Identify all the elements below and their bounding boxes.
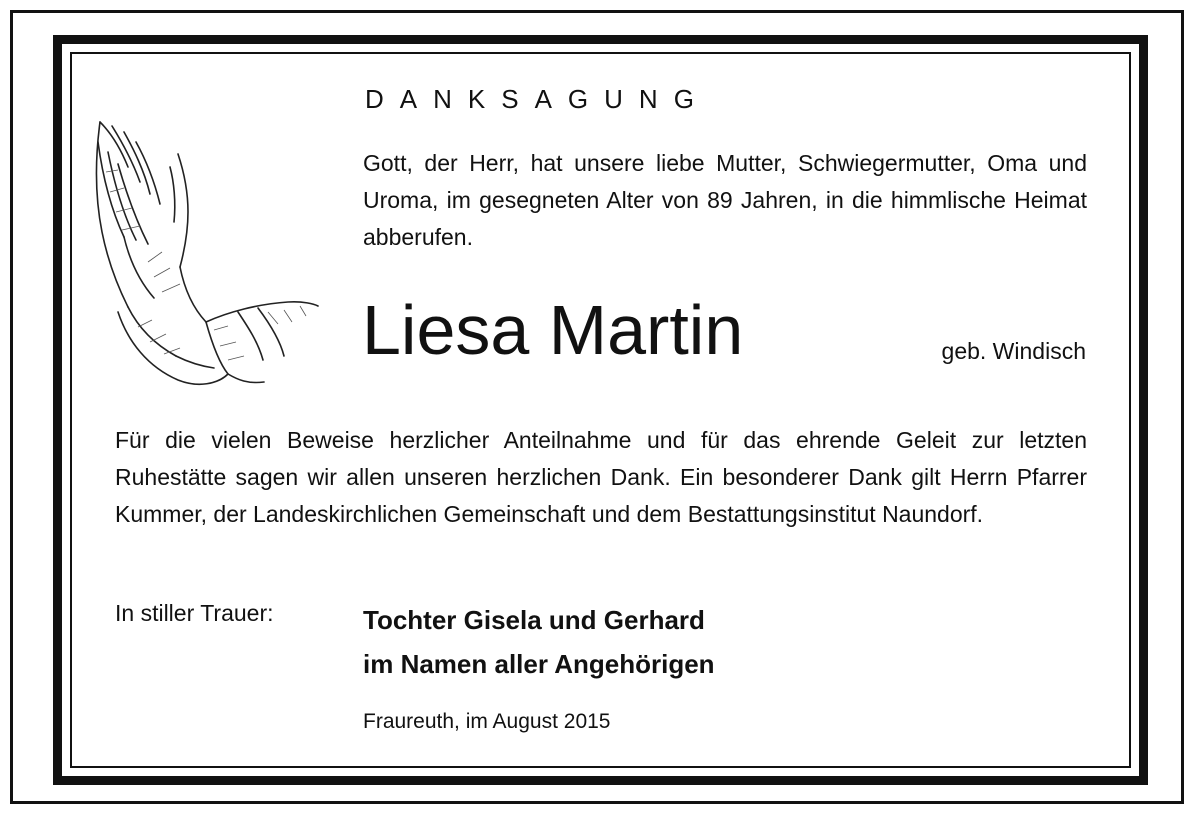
maiden-name: geb. Windisch <box>941 338 1086 364</box>
praying-hands-icon <box>88 112 320 392</box>
mourners-block <box>363 598 715 686</box>
thanks-paragraph: Für die vielen Beweise herzlicher Anteilnahme und für das ehrende Geleit zur letzten Ruhestätte sagen wir allen unseren herzlichen Dank. Ein besonderer Dank gilt Herrn Pfarrer Kummer, der Landeskirchlichen Gemeinschaft und dem Bestattungsinstitut Naundorf. <box>115 427 1087 527</box>
mourning-label: In stiller Trauer: <box>115 600 274 626</box>
place-date: Fraureuth, im August 2015 <box>363 710 611 733</box>
mourners-line-1: Tochter Gisela und Gerhard <box>363 605 705 635</box>
mourners-line-2: im Namen aller Angehörigen <box>363 649 715 679</box>
deceased-name: Liesa Martin <box>362 291 744 369</box>
heading-title: DANKSAGUNG <box>365 84 710 114</box>
intro-paragraph: Gott, der Herr, hat unsere liebe Mutter, Schwiegermutter, Oma und Uroma, im gesegneten Alter von 89 Jahren, in die himmlische Heimat abberufen. <box>363 150 1087 250</box>
